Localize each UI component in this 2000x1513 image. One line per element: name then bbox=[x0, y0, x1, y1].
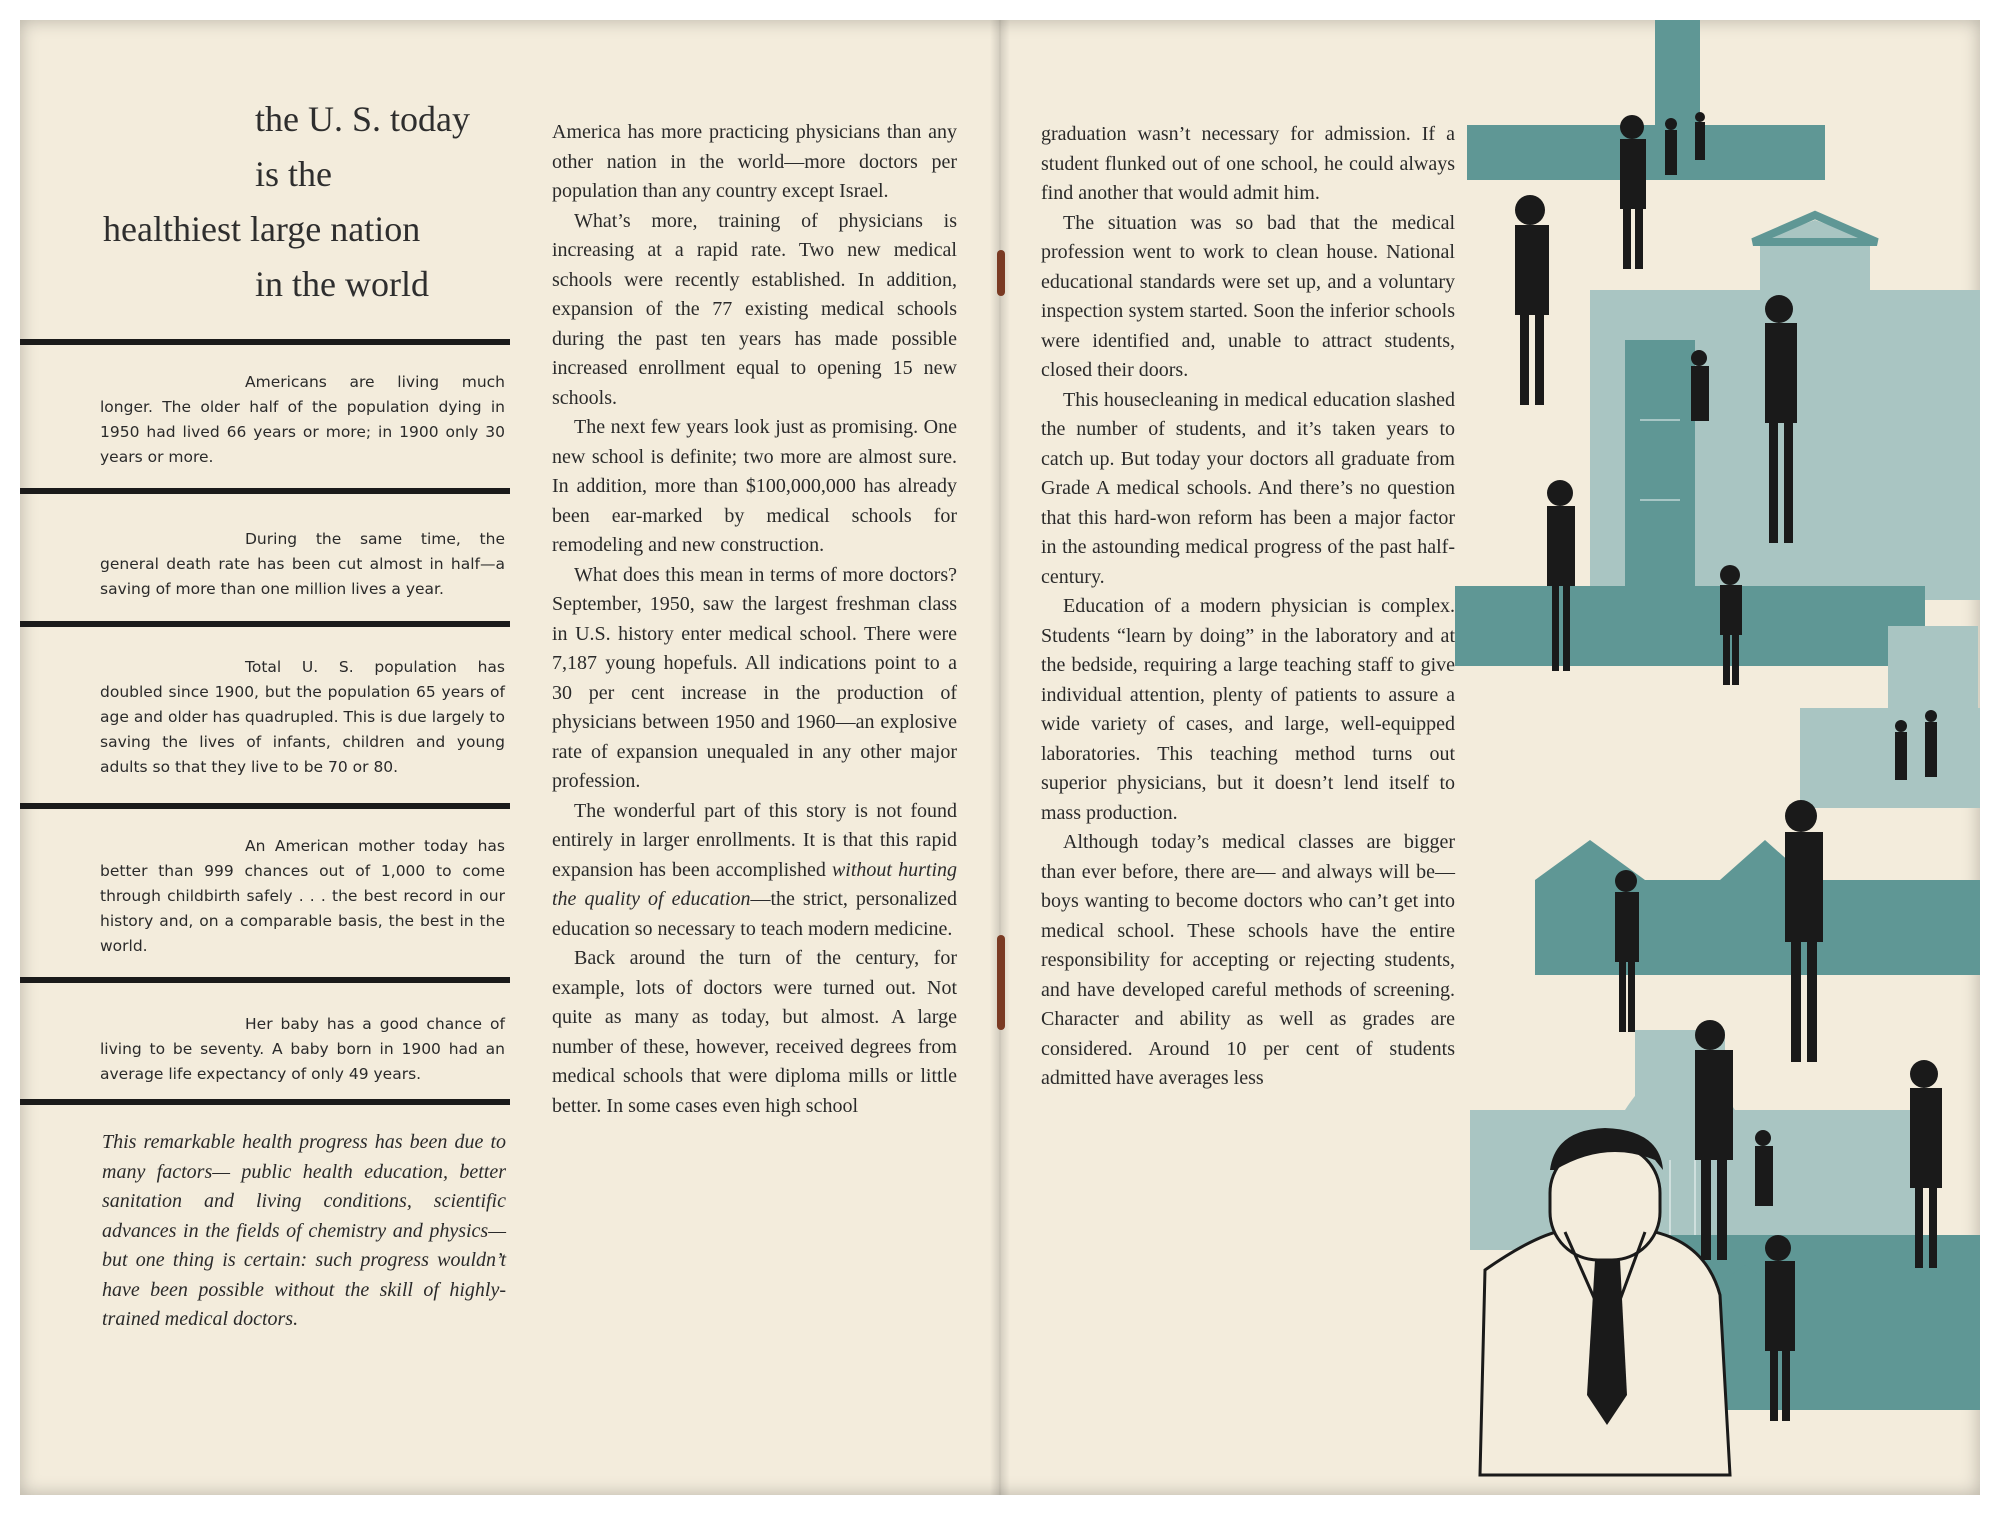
fact-population: Total U. S. population has doubled since 1900, but the population 65 years of age and older has quadrupled. This is due largely to saving the lives of infants, children and young adults so that they live to be 70 or 80. bbox=[100, 658, 505, 776]
headline-line-2: is the bbox=[255, 154, 332, 194]
paragraph: What does this mean in terms of more doctors? September, 1950, saw the largest freshman class in U.S. history enter medical school. There were 7,187 young hopefuls. All indications point to a 30 per cent increase in the production of physicians between 1950 and 1960—an explosive rate of expansion unequaled in any other major profession. bbox=[552, 563, 957, 792]
fact-life-expectancy: Her baby has a good chance of living to be seventy. A baby born in 1900 had an average life expectancy of only 49 years. bbox=[100, 1015, 505, 1083]
paragraph: The situation was so bad that the medical profession went to work to clean house. National educational standards were set up, and a voluntary inspection system started. Soon the inferior schools were identified and, unable to attract students, closed their doors. bbox=[1041, 211, 1455, 381]
summary-italic: This remarkable health progress has been due to many factors— public health education, better sanitation and living conditions, scientific advances in the fields of chemistry and physics— but one thing is certain: such progress wouldn’t have been possible without the skill of highly-trained medical doctors. bbox=[102, 1131, 506, 1330]
paragraph: Although today’s medical classes are bigger than ever before, there are— and always will be—boys wanting to become doctors who can’t get into medical school. These schools have the entire responsibility for accepting or rejecting students, and have developed careful methods of screening. Character and ability as well as grades are considered. Around 10 per cent of students admitted have averages less bbox=[1041, 831, 1455, 1089]
divider-rule bbox=[20, 621, 510, 627]
headline-line-4: in the world bbox=[255, 264, 429, 304]
paragraph: The next few years look just as promising. One new school is definite; two more are almost sure. In addition, more than $100,000,000 has already been ear-marked by medical schools for remodeling and new construction. bbox=[552, 416, 957, 556]
staple-top bbox=[997, 250, 1005, 296]
medical-school-illustration bbox=[1455, 20, 1980, 1495]
body-column-right bbox=[1041, 120, 1455, 1094]
headline-line-3: healthiest large nation bbox=[103, 209, 421, 249]
center-fold bbox=[990, 20, 1010, 1495]
divider-rule bbox=[20, 339, 510, 345]
divider-rule bbox=[20, 488, 510, 494]
fact-life-span: Americans are living much longer. The older half of the population dying in 1950 had lived 66 years or more; in 1900 only 30 years or more. bbox=[100, 373, 505, 466]
paragraph: Education of a modern physician is complex. Students “learn by doing” in the laboratory and at the bedside, requiring a large teaching staff to give individual attention, plenty of patients to assure a wide variety of cases, and large, well-equipped laboratories. This teaching method turns out superior physicians, but it doesn’t lend itself to mass production. bbox=[1041, 595, 1455, 824]
body-column-left bbox=[552, 118, 957, 1121]
fact-death-rate: During the same time, the general death rate has been cut almost in half—a saving of more than one million lives a year. bbox=[100, 530, 505, 598]
fact-childbirth: An American mother today has better than 999 chances out of 1,000 to come through childbirth safely . . . the best record in our history and, on a comparable basis, the best in the world. bbox=[100, 837, 505, 955]
headline-line-1: the U. S. today bbox=[255, 99, 470, 139]
paragraph: This housecleaning in medical education slashed the number of students, and it’s taken years to catch up. But today your doctors all graduate from Grade A medical schools. And there’s no question that this hard-won reform has been a major factor in the astounding medical progress of the past half-century. bbox=[1041, 388, 1455, 588]
paragraph: What’s more, training of physicians is increasing at a rapid rate. Two new medical schools were recently established. In addition, expansion of the 77 existing medical schools during the past ten years has made possible increased enrollment equal to opening 15 new schools. bbox=[552, 209, 957, 409]
divider-rule bbox=[20, 977, 510, 983]
paragraph: Back around the turn of the century, for example, lots of doctors were turned out. Not quite as many as today, but almost. A large number of these, however, received degrees from medical schools that were diploma mills or little better. In some cases even high school bbox=[552, 947, 957, 1117]
divider-rule bbox=[20, 1099, 510, 1105]
paragraph: The wonderful part of this story is not found entirely in larger enrollments. It is that this rapid expansion has been accomplished without hurting the quality of education—the strict, personalized education so necessary to teach modern medicine. bbox=[552, 799, 957, 940]
divider-rule bbox=[20, 803, 510, 809]
paragraph: graduation wasn’t necessary for admission. If a student flunked out of one school, he could always find another that would admit him. bbox=[1041, 123, 1455, 204]
staple-bottom bbox=[997, 935, 1005, 1030]
paragraph: America has more practicing physicians than any other nation in the world—more doctors per population than any country except Israel. bbox=[552, 121, 957, 202]
